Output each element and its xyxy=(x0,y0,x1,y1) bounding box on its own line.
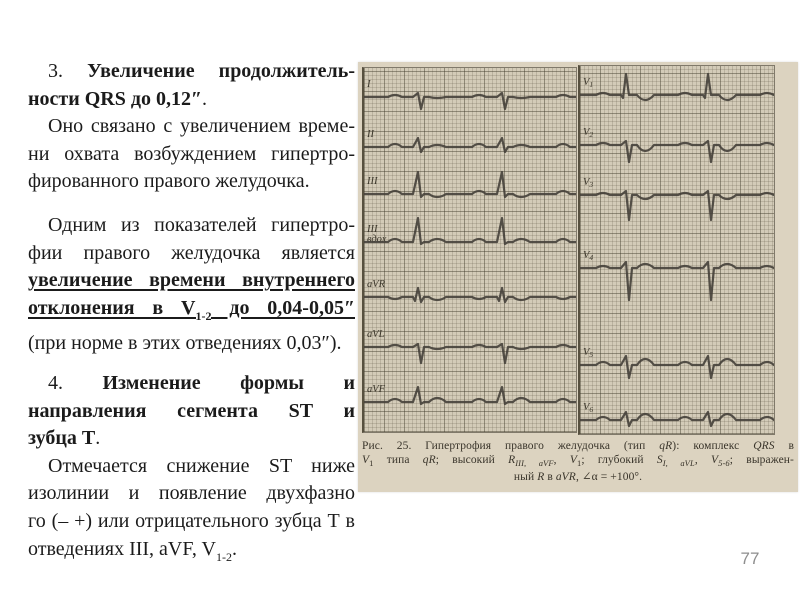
text-run: , ∠α = +100°. xyxy=(575,470,643,483)
text-run: . xyxy=(202,87,208,110)
text-run: типа xyxy=(373,453,423,466)
subscript-text: 1-2 xyxy=(215,549,232,564)
text-run: V xyxy=(569,453,577,466)
ecg-trace-lead-i xyxy=(364,93,576,109)
text-run: Оно связано с увеличением време- xyxy=(48,115,355,138)
text-run: отведениях III, aVF, V xyxy=(28,537,216,560)
text-run: Одним из показателей гипертро- xyxy=(48,213,355,236)
page-number: 77 xyxy=(740,549,760,568)
text-run: Увеличение продолжитель- xyxy=(87,60,355,82)
text-line xyxy=(28,240,355,268)
text-run: ): комплекс xyxy=(672,440,754,452)
lead-label-text: II xyxy=(367,129,374,140)
ecg-panel-chest-leads xyxy=(578,65,775,435)
caption-line xyxy=(362,440,794,454)
lead-label-text: aVR xyxy=(367,279,386,290)
text-run: R xyxy=(508,453,516,466)
subscript-text: 1 xyxy=(576,457,582,468)
text-line xyxy=(28,425,355,453)
lead-label-subscript: 1 xyxy=(589,80,594,89)
subscript-text: 1 xyxy=(369,457,374,468)
lead-label-text: aVF xyxy=(367,384,386,395)
text-run: . xyxy=(95,427,101,450)
text-line xyxy=(28,330,355,358)
paragraph xyxy=(28,370,355,453)
text-run: S xyxy=(656,453,663,466)
text-run: Рис. 25. Гипертрофия правого желудочка (тип xyxy=(362,440,660,452)
text-run: го (– +) или отрицательного зубца Т в xyxy=(28,509,355,532)
lead-label-text: V xyxy=(583,77,590,88)
text-run: 4. xyxy=(48,371,103,394)
lead-label-subscript: 4 xyxy=(589,253,594,262)
text-run: , xyxy=(553,453,570,466)
text-run: ; высокий xyxy=(435,453,509,466)
text-run: ; выражен- xyxy=(729,453,794,466)
text-run: Изменение формы и xyxy=(102,371,355,394)
ecg-trace-lead-avf xyxy=(364,387,576,404)
lead-label-text-2: вдох xyxy=(367,234,387,245)
ecg-trace-lead-avr xyxy=(364,288,576,302)
text-line xyxy=(28,58,355,86)
ecg-trace-lead-iii-inspiration xyxy=(364,218,576,244)
paragraph xyxy=(28,58,355,113)
text-run: , xyxy=(694,453,712,466)
text-line xyxy=(28,398,355,426)
text-line xyxy=(28,141,355,169)
text-run: направления сегмента ST и xyxy=(28,399,355,422)
text-line xyxy=(28,453,355,481)
lead-label-text: III xyxy=(367,224,378,235)
caption-line xyxy=(362,471,794,485)
paragraph xyxy=(28,113,355,196)
lead-label-subscript: 2 xyxy=(589,130,594,139)
ecg-trace-lead-v6 xyxy=(580,412,774,426)
ecg-trace-lead-v3 xyxy=(580,191,774,220)
text-run: qR xyxy=(422,453,436,466)
text-run: увеличение времени внутреннего xyxy=(28,269,355,292)
text-line xyxy=(28,113,355,141)
ecg-figure xyxy=(358,62,798,492)
lead-label-text: III xyxy=(367,176,378,187)
ecg-panel-limb-leads xyxy=(362,67,577,433)
lead-label-text: V xyxy=(583,127,590,138)
text-run: aVR xyxy=(555,470,576,483)
lead-label-text: V xyxy=(583,402,590,413)
text-run: ности QRS до 0,12″ xyxy=(28,87,203,110)
lead-label-subscript: 6 xyxy=(589,405,594,414)
subscript-text: 1-2 xyxy=(195,308,212,323)
text-run: отклонения в V xyxy=(28,296,196,319)
text-line xyxy=(28,212,355,240)
text-line xyxy=(28,508,355,536)
text-run: фированного правого желудочка. xyxy=(28,170,310,193)
ecg-trace-lead-v5 xyxy=(580,356,774,378)
lead-label-text: I xyxy=(367,79,371,90)
ecg-trace-canvas xyxy=(364,68,576,432)
text-run: в xyxy=(774,440,794,452)
text-run: QRS xyxy=(753,440,775,452)
text-run: Отмечается снижение ST ниже xyxy=(48,454,355,477)
text-run: ; глубокий xyxy=(581,453,657,466)
paragraph xyxy=(28,453,355,571)
ecg-trace-lead-v2 xyxy=(580,141,774,162)
subscript-text: I, aVL xyxy=(662,457,695,468)
text-line xyxy=(28,370,355,398)
ecg-trace-canvas xyxy=(580,66,774,434)
article-text xyxy=(28,58,355,571)
text-run: ни охвата возбуждением гипертро- xyxy=(28,142,355,165)
text-run: 3. xyxy=(48,60,88,82)
text-run: qR xyxy=(659,440,673,452)
text-run: (при норме в этих отведениях 0,03″). xyxy=(28,332,342,355)
text-line xyxy=(28,536,355,572)
text-run: фии правого желудочка является xyxy=(28,241,355,264)
text-run: в xyxy=(544,470,556,483)
lead-label-text: V xyxy=(583,177,590,188)
text-line xyxy=(28,295,355,331)
text-run: изолинии и появление двухфазно xyxy=(28,482,355,505)
ecg-trace-lead-ii xyxy=(364,138,576,152)
ecg-trace-lead-v4 xyxy=(580,262,774,300)
lead-label-text: aVL xyxy=(367,329,385,340)
lead-label-subscript: 3 xyxy=(589,180,594,189)
text-line xyxy=(28,267,355,295)
text-run: V xyxy=(362,453,370,466)
text-run: . xyxy=(231,537,237,560)
lead-label-subscript: 5 xyxy=(589,350,594,359)
lead-label-text: V xyxy=(583,250,590,261)
text-run: до 0,04-0,05″ xyxy=(211,296,355,319)
subscript-text: III, aVF xyxy=(515,457,554,468)
paragraph xyxy=(28,212,355,358)
text-run: R xyxy=(537,470,545,483)
text-run: V xyxy=(711,453,719,466)
subscript-text: 5-6 xyxy=(718,457,730,468)
text-run: зубца Т xyxy=(28,427,96,450)
lead-label-text: V xyxy=(583,347,590,358)
figure-caption xyxy=(362,440,794,484)
caption-line xyxy=(362,454,794,471)
text-run: ный xyxy=(513,470,538,483)
ecg-trace-lead-avl xyxy=(364,344,576,363)
text-line xyxy=(28,86,355,114)
ecg-trace-lead-iii xyxy=(364,172,576,197)
text-line xyxy=(28,480,355,508)
ecg-trace-lead-v1 xyxy=(580,74,774,100)
text-line xyxy=(28,168,355,196)
